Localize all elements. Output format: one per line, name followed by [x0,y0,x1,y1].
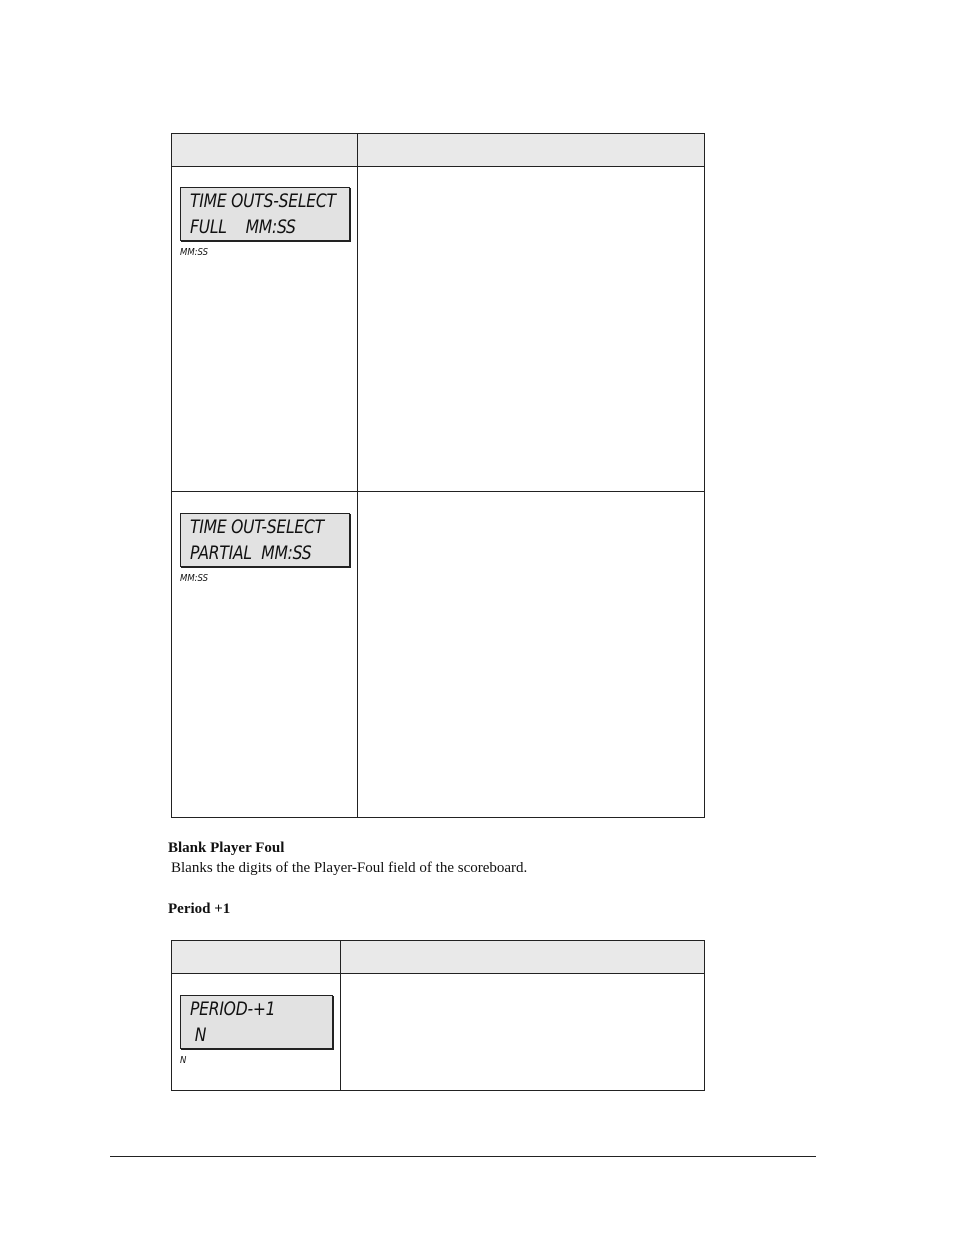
lcd-line-2: N [190,1024,207,1046]
value-format-note: MM:SS [180,247,209,258]
value-format-note: MM:SS [180,573,209,584]
column-divider [357,134,358,817]
settings-table-timeouts [171,133,705,818]
lcd-display-partial-timeout [180,513,350,567]
lcd-display-full-timeout [180,187,350,241]
lcd-display-period [180,995,333,1049]
footer-divider [110,1156,816,1157]
lcd-line-2: FULL MM:SS [190,216,296,238]
column-divider [340,941,341,1090]
table-header [172,134,704,167]
table-header [172,941,704,974]
lcd-line-2: PARTIAL MM:SS [190,542,312,564]
section-description-blank-player-foul: Blanks the digits of the Player-Foul field of the scoreboard. [171,860,528,876]
lcd-line-1: PERIOD-+1 [190,998,276,1020]
settings-table-period [171,940,705,1091]
lcd-line-1: TIME OUT-SELECT [190,516,324,538]
section-title-blank-player-foul: Blank Player Foul [168,840,285,856]
row-divider [172,491,704,492]
section-title-period-plus-one: Period +1 [168,901,231,917]
lcd-line-1: TIME OUTS-SELECT [190,190,336,212]
value-format-note: N [180,1055,187,1066]
